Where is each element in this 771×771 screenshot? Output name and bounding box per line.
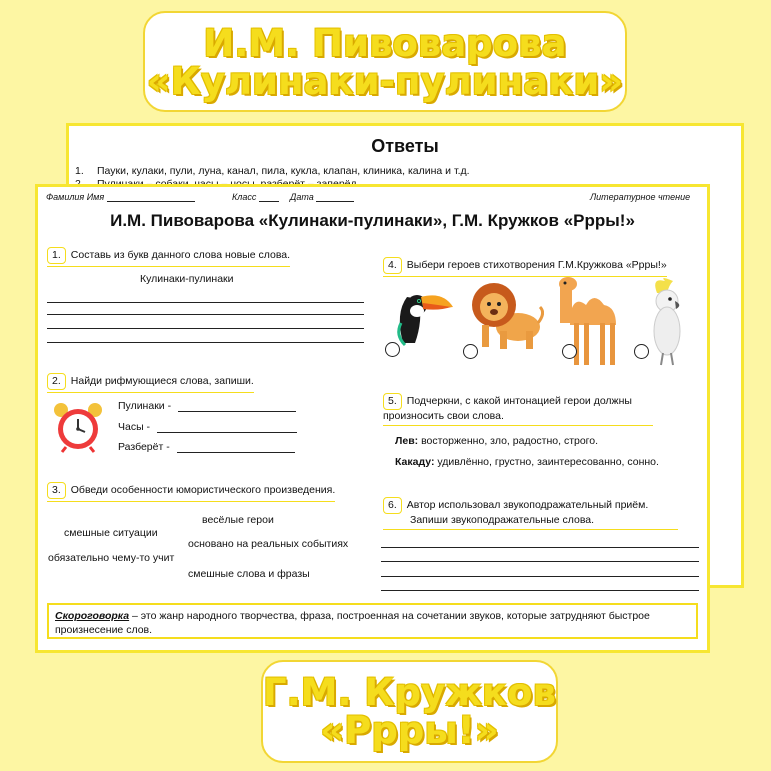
task-text: Подчеркни, с какой интонацией герои должны произносить свои слова. <box>383 395 632 422</box>
note-text: – это жанр народного творчества, фраза, построенная на сочетании звуков, которые затрудняют быстрое произнесение слов. <box>55 610 650 636</box>
select-lion-radio[interactable] <box>463 344 478 359</box>
worksheet-title: И.М. Пивоварова «Кулинаки-пулинаки», Г.М. Кружков «Ррры!» <box>110 211 635 230</box>
task-4-heading <box>383 257 667 277</box>
worksheet <box>35 184 710 653</box>
rhyme-word: Часы - <box>118 421 151 433</box>
rhyme-blank[interactable] <box>157 432 297 433</box>
answer-num: 1. <box>75 165 84 177</box>
source-word: Кулинаки-пулинаки <box>140 273 234 285</box>
note-term: Скороговорка <box>55 610 130 622</box>
answers-title: Ответы <box>371 136 439 156</box>
rhyme-blank[interactable] <box>178 411 296 412</box>
select-cockatoo-radio[interactable] <box>634 344 649 359</box>
task-number: 3. <box>47 482 66 499</box>
lev-options[interactable]: восторженно, зло, радостно, строго. <box>421 435 599 447</box>
top-title-banner <box>143 11 627 112</box>
date-label: Дата <box>290 192 314 202</box>
lev-label: Лев: <box>395 435 419 447</box>
rhyme-blank[interactable] <box>177 452 295 453</box>
banner-bottom-work: «Ррры!» <box>320 709 499 752</box>
rhyme-row <box>118 421 297 433</box>
feature-option[interactable]: весёлые герои <box>202 514 274 526</box>
kakadu-label: Какаду: <box>395 456 435 468</box>
task-3-heading <box>47 482 335 502</box>
definition-note <box>47 603 698 639</box>
select-toucan-radio[interactable] <box>385 342 400 357</box>
rhyme-row <box>118 400 296 412</box>
task-number: 4. <box>383 257 402 274</box>
answer-line[interactable] <box>381 547 699 548</box>
answer-line[interactable] <box>381 590 699 591</box>
task-number: 2. <box>47 373 66 390</box>
task-text: Найди рифмующиеся слова, запиши. <box>70 375 254 387</box>
banner-top-work: «Кулинаки-пулинаки» <box>146 60 624 103</box>
class-blank[interactable] <box>259 201 279 202</box>
answer-line[interactable] <box>47 314 364 315</box>
answer-line[interactable] <box>47 302 364 303</box>
task-text: Автор использовал звукоподражательный приём. <box>406 499 649 511</box>
subject-label: Литературное чтение <box>590 192 691 202</box>
name-label: Фамилия Имя <box>46 192 105 202</box>
date-blank[interactable] <box>316 201 354 202</box>
answer-line[interactable] <box>47 342 364 343</box>
rhyme-word: Разберёт - <box>118 441 170 453</box>
cockatoo-icon <box>643 275 689 367</box>
task-number: 6. <box>383 497 402 514</box>
task-number: 5. <box>383 393 402 410</box>
lev-intonation-row <box>395 435 598 447</box>
header-class-field <box>232 192 279 202</box>
answer-item <box>75 165 731 178</box>
feature-option[interactable]: смешные ситуации <box>64 527 158 539</box>
answer-text: Пауки, кулаки, пули, луна, канал, пила, кукла, клапан, клиника, калина и т.д. <box>97 165 470 177</box>
task-6-heading <box>383 497 678 530</box>
feature-option[interactable]: основано на реальных событиях <box>188 538 349 550</box>
task-text: Составь из букв данного слова новые слова. <box>70 249 291 261</box>
kakadu-options[interactable]: удивлённо, грустно, заинтересованно, сонно. <box>437 456 659 468</box>
select-camel-radio[interactable] <box>562 344 577 359</box>
header-name-field <box>46 192 195 202</box>
class-label: Класс <box>232 192 257 202</box>
feature-option[interactable]: обязательно чему-то учит <box>48 552 175 564</box>
task-2-heading <box>47 373 254 393</box>
task-number: 1. <box>47 247 66 264</box>
task-text: Запиши звукоподражательные слова. <box>410 514 595 526</box>
bottom-title-banner <box>261 660 558 763</box>
rhyme-row <box>118 441 295 453</box>
task-1-heading <box>47 247 290 267</box>
task-5-heading <box>383 393 653 426</box>
task-text: Обведи особенности юмористического произведения. <box>70 484 336 496</box>
answer-line[interactable] <box>381 561 699 562</box>
header-date-field <box>290 192 354 202</box>
task-text: Выбери героев стихотворения Г.М.Кружкова «Ррры!» <box>406 259 667 271</box>
toucan-icon <box>393 283 455 349</box>
feature-option[interactable]: смешные слова и фразы <box>188 568 310 580</box>
answer-line[interactable] <box>47 328 364 329</box>
rhyme-word: Пулинаки - <box>118 400 172 412</box>
kakadu-intonation-row <box>395 456 659 468</box>
alarm-clock-icon <box>52 401 104 453</box>
answer-line[interactable] <box>381 576 699 577</box>
banner-bottom-author: Г.М. Кружков <box>263 671 557 714</box>
name-blank[interactable] <box>107 201 195 202</box>
banner-top-author: И.М. Пивоварова <box>203 22 567 65</box>
lion-icon <box>468 279 544 351</box>
